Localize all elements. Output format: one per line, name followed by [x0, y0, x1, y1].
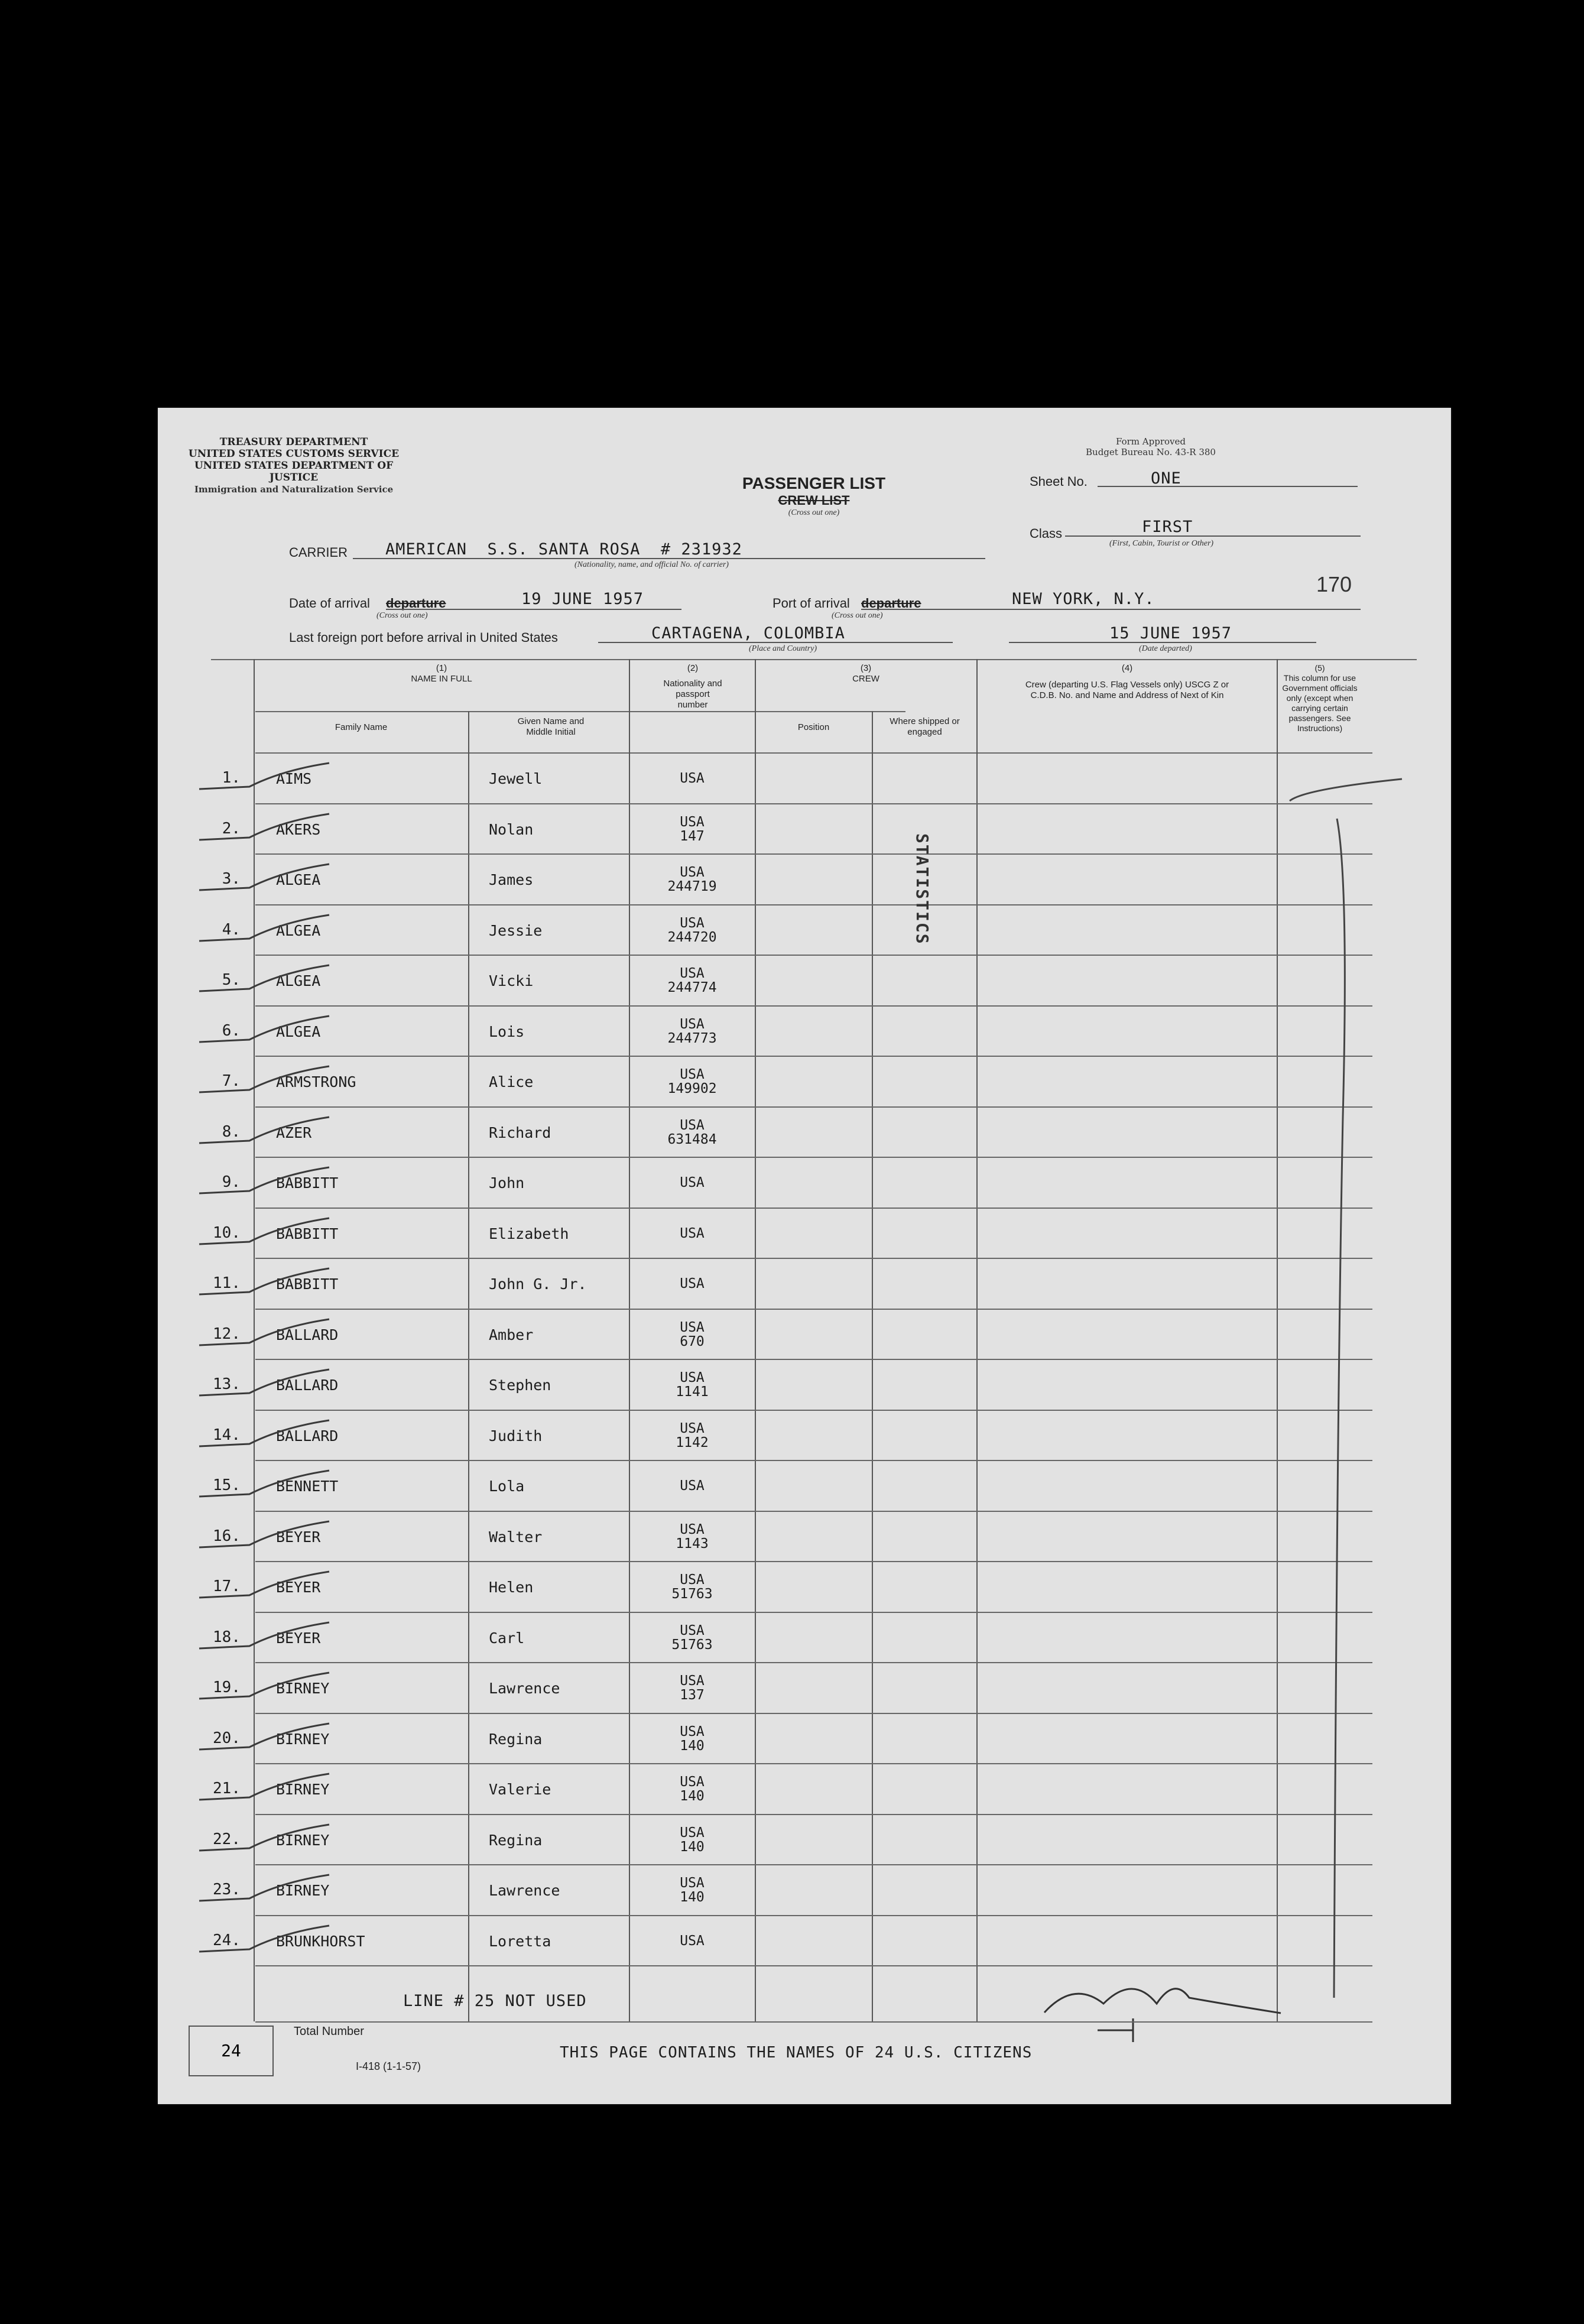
col1-number: (1) — [436, 663, 447, 673]
row-number: 4. — [222, 920, 241, 939]
class-value: FIRST — [1142, 518, 1193, 536]
family-name: ALGEA — [276, 1023, 321, 1040]
passport-number: 244720 — [667, 929, 717, 945]
given-name: John — [489, 1174, 525, 1192]
carrier-value: AMERICAN S.S. SANTA ROSA # 231932 — [385, 540, 742, 559]
passport-number: 149902 — [667, 1081, 717, 1096]
date-label: Date of arrival — [289, 596, 370, 611]
nationality: USA — [680, 1521, 705, 1537]
nationality: USA — [680, 966, 705, 981]
nationality: USA — [680, 1572, 705, 1588]
row-number: 6. — [222, 1021, 241, 1040]
row-number: 19. — [213, 1679, 241, 1696]
given-name: Judith — [489, 1427, 543, 1445]
family-name: BRUNKHORST — [276, 1932, 365, 1950]
nationality: USA — [680, 771, 705, 786]
given-name: Lois — [489, 1023, 525, 1040]
port-crossed: departure — [861, 596, 921, 611]
row-number: 15. — [213, 1476, 241, 1494]
family-name: BEYER — [276, 1629, 321, 1647]
passport-number: 51763 — [671, 1586, 713, 1602]
form-approved-line: Budget Bureau No. 43-R 380 — [1086, 447, 1216, 457]
nationality: USA — [680, 1723, 705, 1739]
given-name: Lawrence — [489, 1680, 560, 1697]
nationality: USA — [680, 1016, 705, 1032]
given-name: Jessie — [489, 921, 543, 939]
family-name: ALGEA — [276, 871, 321, 888]
family-name: AIMS — [276, 770, 312, 787]
vertical-pencil-line — [1334, 819, 1345, 1998]
last-port-note: (Place and Country) — [749, 644, 817, 653]
row-number: 10. — [213, 1223, 241, 1242]
carrier-label: CARRIER — [289, 545, 348, 560]
given-name: Vicki — [489, 972, 534, 989]
carrier-note: (Nationality, name, and official No. of carrier) — [574, 560, 729, 569]
nationality: USA — [680, 1175, 705, 1190]
row-number: 24. — [213, 1931, 241, 1949]
family-name: AZER — [276, 1124, 312, 1141]
row-number: 9. — [222, 1173, 241, 1191]
passport-number: 1141 — [676, 1384, 709, 1400]
passport-number: 1142 — [676, 1434, 709, 1450]
row-number: 20. — [213, 1729, 241, 1747]
row-number: 18. — [213, 1628, 241, 1646]
agency-line: Immigration and Naturalization Service — [194, 484, 394, 495]
given-name: Lawrence — [489, 1882, 560, 1899]
nationality: USA — [680, 1420, 705, 1436]
family-name: BEYER — [276, 1528, 321, 1546]
given-name: Richard — [489, 1124, 551, 1141]
col1-family-header: Family Name — [335, 722, 388, 732]
col1-given-header: Given Name and Middle Initial — [517, 716, 585, 737]
given-name: Elizabeth — [489, 1225, 569, 1242]
col1-title: NAME IN FULL — [411, 674, 472, 684]
col3-number: (3) — [860, 663, 872, 673]
document-page — [158, 408, 1451, 2104]
footer-rule — [255, 2021, 1372, 2023]
given-name: Valerie — [489, 1781, 551, 1798]
family-name: BENNETT — [276, 1478, 339, 1495]
total-box — [189, 2026, 274, 2076]
row-number: 12. — [213, 1325, 241, 1343]
row-number: 22. — [213, 1830, 241, 1848]
row-number: 3. — [222, 870, 241, 888]
passport-number: 140 — [680, 1890, 705, 1905]
family-name: BALLARD — [276, 1427, 339, 1445]
col2-number: (2) — [687, 663, 699, 673]
row-number: 14. — [213, 1426, 241, 1444]
form-approved-line: Form Approved — [1116, 436, 1186, 447]
row-number: 1. — [222, 769, 241, 787]
given-name: Regina — [489, 1730, 543, 1748]
crew-list-crossed: CREW LIST — [778, 493, 850, 508]
passport-number: 1143 — [676, 1536, 709, 1552]
nationality: USA — [680, 1067, 705, 1082]
passport-number: 244719 — [667, 879, 717, 894]
family-name: BABBITT — [276, 1275, 339, 1293]
given-name: Regina — [489, 1831, 543, 1849]
row-number: 7. — [222, 1072, 241, 1090]
list-title: PASSENGER LIST — [742, 474, 886, 492]
family-name: BALLARD — [276, 1377, 339, 1394]
class-note: (First, Cabin, Tourist or Other) — [1109, 539, 1214, 548]
row-number: 2. — [222, 819, 241, 838]
family-name: ARMSTRONG — [276, 1073, 356, 1090]
nationality: USA — [680, 865, 705, 880]
col3-title: CREW — [852, 674, 879, 684]
port-note: (Cross out one) — [832, 611, 883, 620]
total-value: 24 — [221, 2041, 241, 2060]
passport-number: 670 — [680, 1333, 705, 1349]
nationality: USA — [680, 1774, 705, 1790]
given-name: Stephen — [489, 1377, 551, 1394]
port-value: NEW YORK, N.Y. — [1012, 590, 1155, 608]
date-departed-value: 15 JUNE 1957 — [1109, 624, 1232, 642]
family-name: BIRNEY — [276, 1882, 330, 1899]
family-name: AKERS — [276, 820, 321, 838]
row-number: 5. — [222, 971, 241, 989]
nationality: USA — [680, 814, 705, 830]
nationality: USA — [680, 1276, 705, 1291]
row-number: 17. — [213, 1578, 241, 1595]
given-name: Helen — [489, 1579, 534, 1596]
last-port-label: Last foreign port before arrival in United States — [289, 630, 558, 645]
nationality: USA — [680, 915, 705, 931]
col3-where-header: Where shipped or engaged — [890, 716, 960, 737]
given-name: Loretta — [489, 1932, 551, 1950]
page-number: 170 — [1316, 572, 1352, 596]
cross-out-note: (Cross out one) — [788, 508, 840, 517]
passport-number: 244773 — [667, 1030, 717, 1046]
date-value: 19 JUNE 1957 — [521, 590, 644, 608]
agency-line: UNITED STATES CUSTOMS SERVICE — [188, 448, 400, 460]
passport-number: 140 — [680, 1738, 705, 1754]
signature-icon — [1044, 1989, 1281, 2013]
given-name: Jewell — [489, 770, 543, 787]
col2-title: Nationality and passport number — [663, 679, 722, 710]
nationality: USA — [680, 1478, 705, 1494]
family-name: ALGEA — [276, 921, 321, 939]
family-name: BABBITT — [276, 1174, 339, 1192]
passport-number: 140 — [680, 1789, 705, 1804]
passport-number: 140 — [680, 1839, 705, 1855]
family-name: ALGEA — [276, 972, 321, 989]
row-number: 16. — [213, 1527, 241, 1545]
nationality: USA — [680, 1673, 705, 1689]
given-name: James — [489, 871, 534, 888]
nationality: USA — [680, 1225, 705, 1241]
line-not-used: LINE # 25 NOT USED — [403, 1992, 587, 2010]
family-name: BIRNEY — [276, 1831, 330, 1849]
row-number: 21. — [213, 1780, 241, 1797]
nationality: USA — [680, 1825, 705, 1841]
nationality: USA — [680, 1622, 705, 1638]
class-label: Class — [1030, 526, 1063, 541]
passport-number: 244774 — [667, 980, 717, 995]
last-port-value: CARTAGENA, COLOMBIA — [651, 624, 845, 642]
row-number: 8. — [222, 1122, 241, 1141]
family-name: BALLARD — [276, 1326, 339, 1343]
col3-position-header: Position — [797, 722, 830, 732]
nationality: USA — [680, 1319, 705, 1335]
family-name: BIRNEY — [276, 1680, 330, 1697]
nationality: USA — [680, 1117, 705, 1133]
passport-number: 147 — [680, 828, 705, 844]
nationality: USA — [680, 1933, 705, 1949]
col4-title: Crew (departing U.S. Flag Vessels only) USCG Z or C.D.B. No. and Name and Address of Next of Kin — [1025, 680, 1229, 700]
given-name: Carl — [489, 1629, 525, 1647]
citizens-note: THIS PAGE CONTAINS THE NAMES OF 24 U.S. CITIZENS — [560, 2044, 1033, 2062]
col5-title: This column for use Government officials only (except when carrying certain passengers. See Instructions) — [1282, 673, 1358, 733]
row-number: 23. — [213, 1881, 241, 1898]
given-name: Alice — [489, 1073, 534, 1090]
date-crossed: departure — [386, 596, 446, 611]
agency-line: UNITED STATES DEPARTMENT OF JUSTICE — [194, 460, 394, 483]
given-name: Walter — [489, 1528, 543, 1546]
col4-number: (4) — [1121, 663, 1133, 673]
given-name: Amber — [489, 1326, 534, 1343]
family-name: BEYER — [276, 1579, 321, 1596]
date-note: (Cross out one) — [376, 611, 428, 620]
row-number: 11. — [213, 1274, 241, 1292]
sheet-label: Sheet No. — [1030, 474, 1088, 489]
pencil-marks — [158, 408, 1451, 2104]
form-number: I-418 (1-1-57) — [356, 2060, 421, 2072]
statistics-stamp: STATISTICS — [913, 833, 932, 945]
date-departed-note: (Date departed) — [1139, 644, 1192, 653]
total-label: Total Number — [294, 2025, 364, 2038]
sheet-value: ONE — [1151, 469, 1181, 488]
col5-number: (5) — [1314, 663, 1325, 673]
passport-number: 631484 — [667, 1131, 717, 1147]
given-name: Lola — [489, 1478, 525, 1495]
family-name: BIRNEY — [276, 1781, 330, 1798]
check-mark-icon — [1290, 779, 1402, 801]
nationality: USA — [680, 1370, 705, 1385]
nationality: USA — [680, 1875, 705, 1891]
given-name: Nolan — [489, 820, 534, 838]
agency-line: TREASURY DEPARTMENT — [219, 436, 368, 448]
passport-number: 137 — [680, 1687, 705, 1703]
family-name: BABBITT — [276, 1225, 339, 1242]
given-name: John G. Jr. — [489, 1275, 587, 1293]
row-number: 13. — [213, 1375, 241, 1393]
family-name: BIRNEY — [276, 1730, 330, 1748]
passport-number: 51763 — [671, 1637, 713, 1653]
port-label: Port of arrival — [772, 596, 850, 611]
